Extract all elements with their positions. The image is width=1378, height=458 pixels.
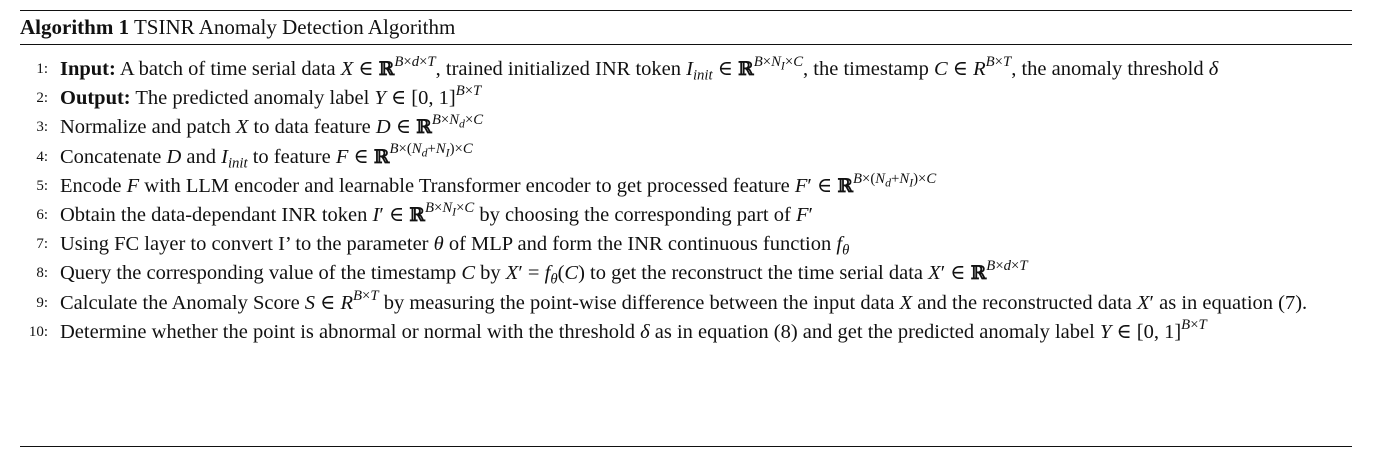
algorithm-step: 1: Input: A batch of time serial data X ∈ ℝ$^{B\times d\times T}$, trained initialized INR token $I_{init}$ ∈ ℝ$^{B\times N_I\times C}$, the timestamp C ∈ $R^{B\times T}$, the anomaly threshold δ <box>20 55 1352 84</box>
step-number: 6: <box>36 207 48 224</box>
algorithm-step: 6: Obtain the data-dependant INR token I′ ∈ ℝ$^{B\times N_I\times C}$ by choosing the corresponding part of F′ <box>20 201 1352 230</box>
step-number: 5: <box>36 177 48 194</box>
step-number: 2: <box>36 90 48 107</box>
step-number: 8: <box>36 265 48 282</box>
algorithm-step: 9: Calculate the Anomaly Score S ∈ $R^{B\times T}$ by measuring the point-wise difference between the input data X and the reconstructed data X′ as in equation (7). <box>20 289 1352 318</box>
bottom-rule <box>20 446 1352 447</box>
algorithm-step: 10: Determine whether the point is abnormal or normal with the threshold δ as in equation (8) and get the predicted anomaly label Y ∈ [0, 1]$^{B\times T}$ <box>20 318 1352 347</box>
algorithm-title: TSINR Anomaly Detection Algorithm <box>133 15 456 39</box>
step-number: 4: <box>36 148 48 165</box>
step-keyword: Output: <box>60 87 131 110</box>
algorithm-step: 8: Query the corresponding value of the timestamp C by $X' = f_\theta(C)$ to get the reconstruct the time serial data X′ ∈ ℝ$^{B\times d\times T}$ <box>20 259 1352 288</box>
step-number: 3: <box>36 119 48 136</box>
step-number: 10: <box>28 323 48 340</box>
algorithm-step: 2: Output: The predicted anomaly label Y ∈ [0, 1]$^{B\times T}$ <box>20 84 1352 113</box>
algorithm-step: 3: Normalize and patch X to data feature D ∈ ℝ$^{B\times N_d\times C}$ <box>20 113 1352 142</box>
step-number: 9: <box>36 294 48 311</box>
step-number: 7: <box>36 236 48 253</box>
algorithm-label: Algorithm 1 <box>20 15 130 39</box>
step-keyword: Input: <box>60 58 116 80</box>
step-number: 1: <box>36 61 48 77</box>
algorithm-step: 4: Concatenate D and $I_{init}$ to feature F ∈ ℝ$^{B\times(N_d+N_I)\times C}$ <box>20 143 1352 172</box>
algorithm-step: 5: Encode F with LLM encoder and learnable Transformer encoder to get processed feature F′ ∈ ℝ$^{B\times(N_d+N_I)\times C}$ <box>20 172 1352 201</box>
algorithm-block <box>20 10 1352 347</box>
algorithm-steps <box>20 45 1352 347</box>
algorithm-step: 7: Using FC layer to convert I’ to the parameter θ of MLP and form the INR continuous function $f_\theta$ <box>20 230 1352 259</box>
algorithm-caption <box>20 11 1352 44</box>
